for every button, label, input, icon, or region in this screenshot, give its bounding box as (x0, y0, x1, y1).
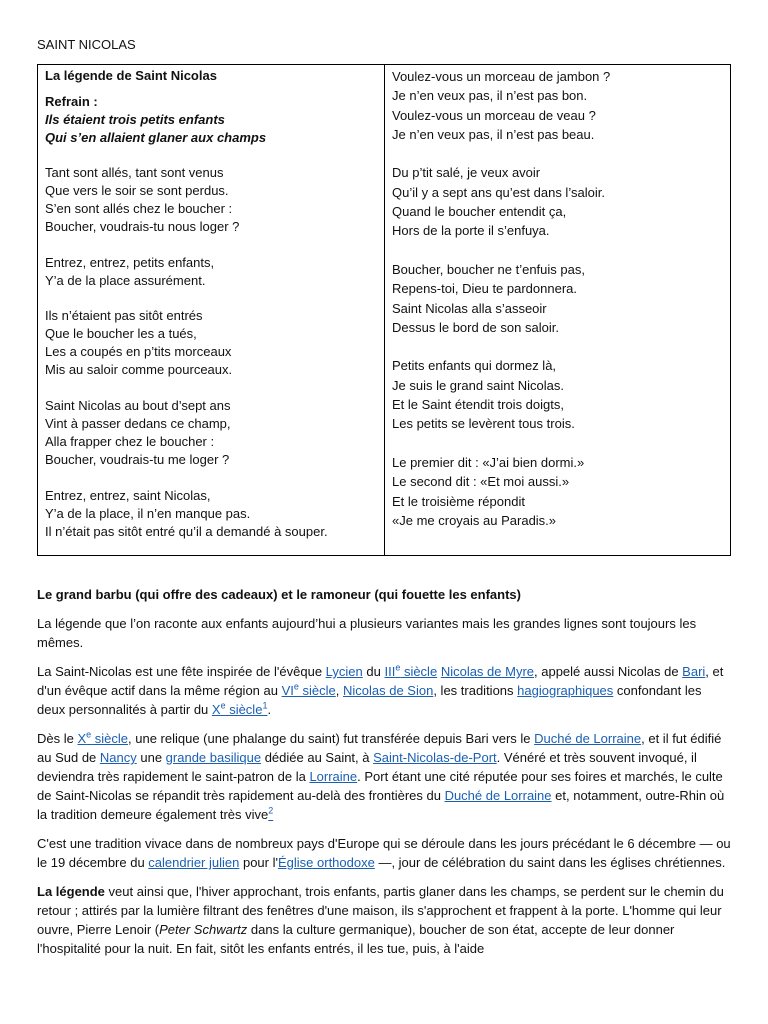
stanza (45, 307, 377, 379)
page-heading: SAINT NICOLAS (37, 37, 136, 52)
superscript: e (293, 681, 299, 692)
link-nancy[interactable]: Nancy (99, 750, 137, 765)
footnote-ref: 1 (262, 700, 268, 711)
verse-line: Le premier dit : «J’ai bien dormi.» (392, 454, 585, 470)
verse-line: Y’a de la place assurément. (45, 272, 206, 288)
link-lycien[interactable]: Lycien (325, 664, 363, 679)
link-duche-de-lorraine[interactable]: Duché de Lorraine (534, 731, 642, 746)
text: . Vénéré et très souvent invoqué, il deviendra très rapidement le saint-patron de la (37, 750, 697, 784)
text: , et il fut édifié au Sud de (37, 731, 722, 765)
text: dédiée au Saint, à (261, 750, 374, 765)
text: siècle (298, 683, 336, 698)
text: dans la culture germanique), boucher de son état, accepte de leur donner l'hospitalité pour la nuit. En fait, sitôt les enfants entrés, il les tue, puis, à l'aide (37, 922, 675, 956)
link-duche-de-lorraine-2[interactable]: Duché de Lorraine (444, 788, 552, 803)
verse-line: Alla frapper chez le boucher : (45, 433, 215, 449)
link-lorraine[interactable]: Lorraine (309, 769, 358, 784)
verse-line: Je n’en veux pas, il n’est pas bon. (392, 88, 588, 104)
footnote-ref: 2 (268, 805, 274, 816)
stanza (45, 487, 377, 541)
verse-line: Qu’il y a sept ans qu’est dans l’saloir. (392, 184, 605, 200)
text: siècle (225, 702, 263, 717)
verse-line: Voulez-vous un morceau de veau ? (392, 107, 596, 123)
link-10th-century[interactable] (212, 702, 268, 717)
verse-line: Boucher, voudrais-tu me loger ? (45, 451, 230, 467)
verse-line: Le second dit : «Et moi aussi.» (392, 474, 570, 490)
text: , les traditions (433, 683, 518, 698)
text: X (211, 702, 221, 717)
verse-line: Et le troisième répondit (392, 493, 525, 509)
link-bari[interactable]: Bari (682, 664, 706, 679)
stanza (392, 356, 723, 433)
link-eglise-orthodoxe[interactable]: Église orthodoxe (277, 855, 375, 870)
text: La Saint-Nicolas est une fête inspirée de l'évêque (37, 664, 326, 679)
footnote-link-2[interactable] (268, 807, 273, 822)
link-6th-century[interactable] (282, 683, 336, 698)
text: —, jour de célébration du saint dans les églises chrétiennes. (374, 855, 726, 870)
bold-text: La légende (37, 884, 105, 899)
text: VI (281, 683, 294, 698)
verse-line: Boucher, voudrais-tu nous loger ? (45, 218, 240, 234)
text: , (335, 683, 343, 698)
verse-line: Saint Nicolas au bout d’sept ans (45, 398, 231, 414)
verse-line: Y’a de la place, il n’en manque pas. (45, 505, 251, 521)
text: du (362, 664, 385, 679)
verse-line: Hors de la porte il s’enfuya. (392, 223, 550, 239)
poem-table (37, 64, 731, 556)
paragraph-intro: La légende que l’on raconte aux enfants aujourd’hui a plusieurs variantes mais les grandes lignes sont toujours les mêmes. (37, 616, 697, 650)
link-nicolas-de-sion[interactable]: Nicolas de Sion (343, 683, 434, 698)
refrain-label: Refrain : (45, 94, 98, 109)
link-10th-century-2[interactable] (77, 731, 128, 746)
verse-line: Que vers le soir se sont perdus. (45, 182, 229, 198)
verse-line: Voulez-vous un morceau de jambon ? (392, 69, 611, 84)
verse-line: Du p’tit salé, je veux avoir (392, 165, 541, 181)
text: siècle (400, 664, 438, 679)
verse-line: Petits enfants qui dormez là, (392, 358, 557, 374)
link-calendrier-julien[interactable]: calendrier julien (148, 855, 240, 870)
stanza (392, 453, 723, 530)
verse-line: Les petits se levèrent tous trois. (392, 416, 575, 432)
paragraph-origin (37, 662, 733, 719)
verse-line: Repens-toi, Dieu te pardonnera. (392, 281, 578, 297)
verse-line: Entrez, entrez, petits enfants, (45, 254, 215, 270)
text: , appelé aussi Nicolas de (534, 664, 683, 679)
paragraph-legend (37, 882, 733, 958)
text: siècle (91, 731, 129, 746)
verse-line: Les a coupés en p’tits morceaux (45, 344, 232, 360)
verse-line: Boucher, boucher ne t’enfuis pas, (392, 261, 585, 277)
verse-line: Il n’était pas sitôt entré qu’il a demandé à souper. (45, 523, 328, 539)
text: , et d'un évêque actif dans la même région au (37, 664, 724, 698)
link-grande-basilique[interactable]: grande basilique (165, 750, 262, 765)
verse-line: Tant sont allés, tant sont venus (45, 165, 224, 180)
verse-line: «Je me croyais au Paradis.» (392, 512, 557, 528)
italic-text: Peter Schwartz (159, 922, 248, 937)
superscript: e (220, 700, 226, 711)
left-stanzas (45, 164, 377, 540)
paragraph-relic (37, 729, 733, 824)
text: veut ainsi que, l'hiver approchant, trois enfants, partis glaner dans les champs, se perdent sur le chemin du retour ; attirés par la lumière filtrant des fenêtres d'une maison, ils s'approchent et frappent à la porte. L'homme qui leur ouvre, Pierre Lenoir ( (37, 884, 724, 937)
verse-line: Je n’en veux pas, il n’est pas beau. (392, 126, 595, 142)
text: X (77, 731, 87, 746)
verse-line: Dessus le bord de son saloir. (392, 319, 559, 335)
stanza (45, 254, 377, 290)
section-title: Le grand barbu (qui offre des cadeaux) et le ramoneur (qui fouette les enfants) (37, 587, 521, 602)
verse-line: S’en sont allés chez le boucher : (45, 200, 233, 216)
text: Dès le (37, 731, 78, 746)
stanza (45, 397, 377, 469)
verse-line: Que le boucher les a tués, (45, 326, 197, 342)
verse-line: Saint Nicolas alla s’asseoir (392, 300, 547, 316)
prose-section (37, 585, 733, 968)
stanza (392, 260, 723, 337)
paragraph-tradition (37, 834, 733, 872)
poem-left-column (38, 65, 385, 555)
verse-line: Entrez, entrez, saint Nicolas, (45, 487, 211, 503)
superscript: e (86, 729, 92, 740)
poem-right-column (385, 65, 730, 555)
link-hagiographiques[interactable]: hagiographiques (517, 683, 614, 698)
text: . Port étant une cité réputée pour ses foires et marchés, le culte de Saint-Nicolas se répandit très rapidement au-delà des frontières du (37, 769, 723, 803)
link-nicolas-de-myre[interactable]: Nicolas de Myre (440, 664, 535, 679)
link-saint-nicolas-de-port[interactable]: Saint-Nicolas-de-Port (373, 750, 497, 765)
link-3rd-century[interactable] (384, 664, 437, 679)
stanza (392, 163, 723, 240)
stanza (392, 67, 723, 144)
verse-line: Je suis le grand saint Nicolas. (392, 377, 564, 393)
text: C'est une tradition vivace dans de nombreux pays d'Europe qui se déroule dans les jours précédant le 6 décembre — ou le 19 décembre du (37, 836, 731, 870)
verse-line: Mis au saloir comme pourceaux. (45, 362, 233, 378)
refrain-line: Qui s’en allaient glaner aux champs (45, 130, 267, 145)
refrain-line: Ils étaient trois petits enfants (45, 112, 225, 127)
superscript: e (395, 662, 401, 673)
text: III (384, 664, 396, 679)
text: , une relique (une phalange du saint) fut transférée depuis Bari vers le (128, 731, 535, 746)
text: confondant les deux personnalités à partir du (37, 683, 702, 717)
text: une (136, 750, 166, 765)
right-stanzas (392, 67, 723, 530)
verse-line: Et le Saint étendit trois doigts, (392, 397, 564, 413)
verse-line: Quand le boucher entendit ça, (392, 204, 567, 220)
text: . (267, 702, 272, 717)
text: pour l' (239, 855, 278, 870)
text: et, notamment, outre-Rhin où la tradition demeure également très vive (37, 788, 725, 822)
poem-title: La légende de Saint Nicolas (45, 68, 217, 83)
verse-line: Ils n’étaient pas sitôt entrés (45, 308, 203, 324)
verse-line: Vint à passer dedans ce champ, (45, 415, 231, 431)
stanza (45, 164, 377, 236)
